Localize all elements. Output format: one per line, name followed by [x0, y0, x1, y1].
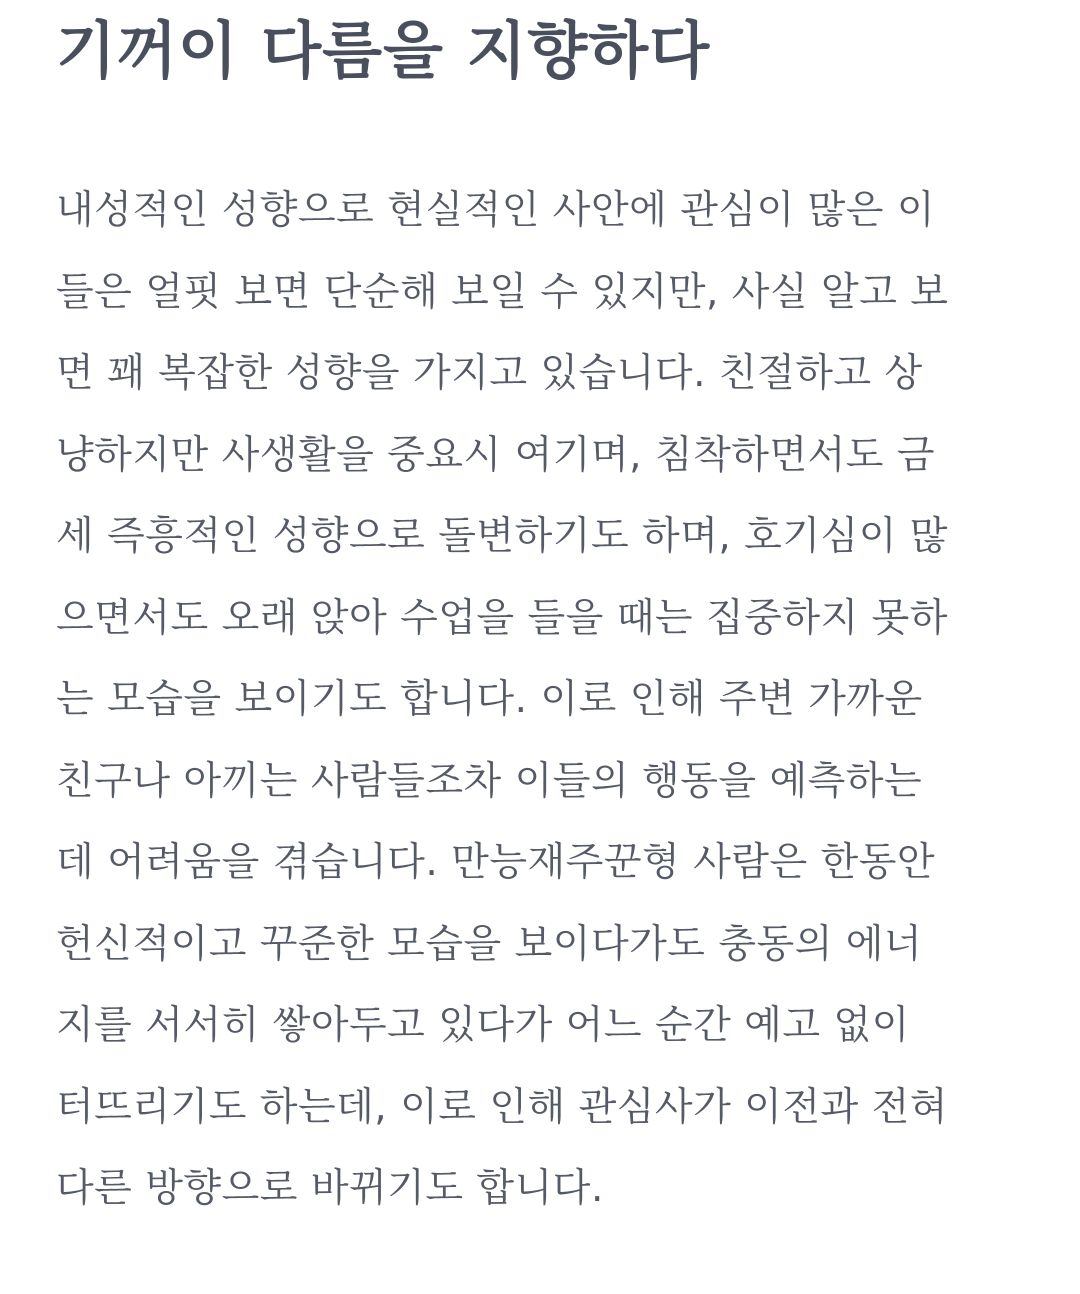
- body-line: 으면서도 오래 앉아 수업을 들을 때는 집중하지 못하: [56, 595, 948, 641]
- body-line: 친구나 아끼는 사람들조차 이들의 행동을 예측하는: [56, 758, 923, 804]
- body-line: 지를 서서히 쌓아두고 있다가 어느 순간 예고 없이: [56, 1003, 910, 1048]
- body-line: 들은 얼핏 보면 단순해 보일 수 있지만, 사실 알고 보: [56, 269, 949, 315]
- body-line: 터뜨리기도 하는데, 이로 인해 관심사가 이전과 전혀: [56, 1084, 948, 1130]
- article-body: [56, 170, 1046, 1230]
- body-line: 냥하지만 사생활을 중요시 여기며, 침착하면서도 금: [56, 432, 936, 478]
- body-line: 세 즉흥적인 성향으로 돌변하기도 하며, 호기심이 많: [56, 514, 948, 559]
- article-title: 기꺼이 다름을 지향하다: [56, 14, 711, 87]
- body-line: 다른 방향으로 바뀌기도 합니다.: [56, 1166, 604, 1211]
- body-line: 는 모습을 보이기도 합니다. 이로 인해 주변 가까운: [56, 677, 923, 722]
- body-line: 헌신적이고 꾸준한 모습을 보이다가도 충동의 에너: [56, 921, 923, 967]
- body-line: 데 어려움을 겪습니다. 만능재주꾼형 사람은 한동안: [56, 840, 936, 885]
- body-line: 내성적인 성향으로 현실적인 사안에 관심이 많은 이: [56, 188, 936, 233]
- body-line: 면 꽤 복잡한 성향을 가지고 있습니다. 친절하고 상: [56, 351, 923, 396]
